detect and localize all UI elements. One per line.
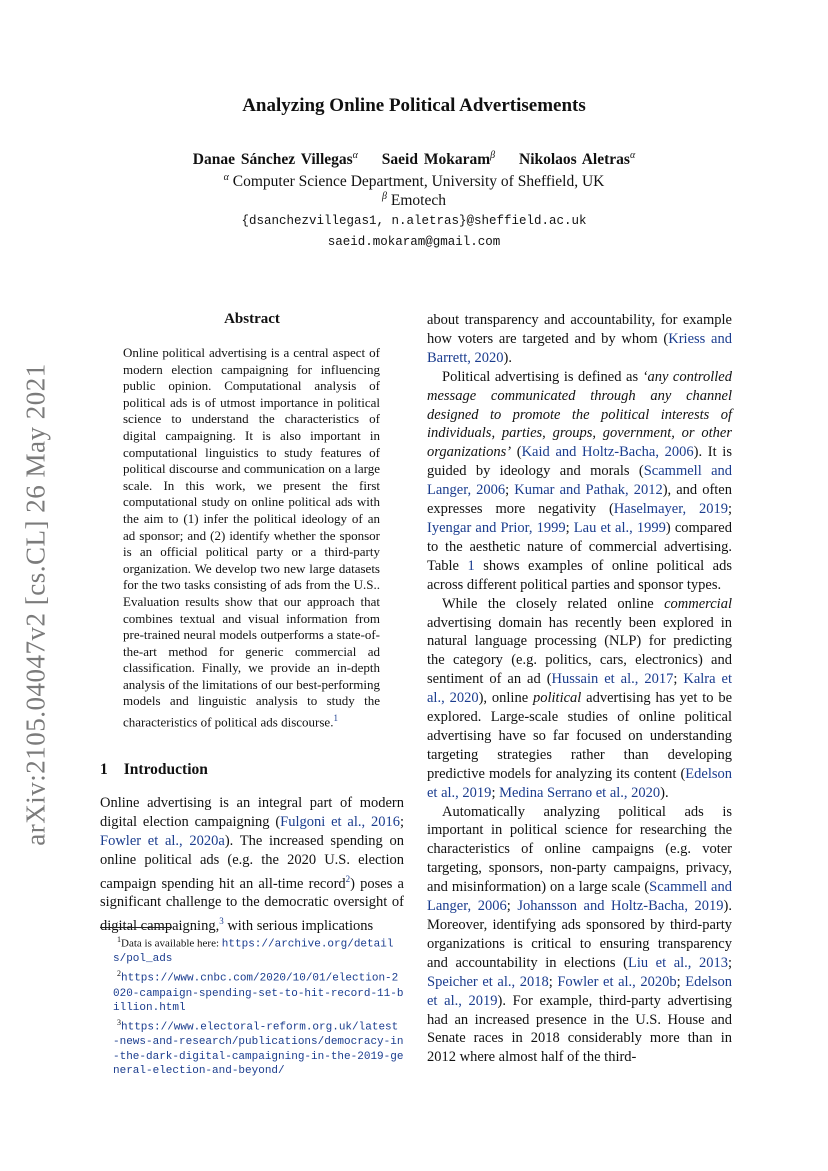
abstract-heading: Abstract bbox=[224, 311, 280, 327]
section-title: Introduction bbox=[123, 761, 208, 778]
intro-paragraph: Online advertising is an integral part of modern digital election campaigning (Fulgoni et al., 2016; Fowler et al., 2020a). The increased spending on online political ads (e.g. the 2020 U.S. election campaign spending hit an all-time record$^2$) poses a significant challenge to the democratic oversight of digital campaigning,$^3$ with serious implications bbox=[100, 795, 404, 935]
citation-link[interactable]: Scammell and Langer, 2006 bbox=[427, 463, 733, 499]
footnote-mark: 3 bbox=[117, 1018, 121, 1028]
paragraph: While the closely related online commercial advertising domain has recently been explored in natural language processing (NLP) for predicting the category (e.g. politics, cars, electronics) and sentiment of an ad (Hussain et al., 2017; Kalra et al., 2020), online political advertising has yet to be explored. Large-scale studies of online political advertising have so far focused on understanding targeting strategies rather than developing predictive models for analyzing its content (Edelson et al., 2019; Medina Serrano et al., 2020). bbox=[427, 595, 733, 801]
footnote-mark: 1 bbox=[117, 935, 121, 944]
affiliation-mark: α bbox=[352, 150, 358, 161]
affiliation-mark: α bbox=[629, 150, 636, 161]
footnote-mark: 2 bbox=[117, 969, 121, 979]
footnote-2 bbox=[100, 967, 404, 1015]
citation-link[interactable]: Medina Serrano et al., 2020 bbox=[499, 784, 661, 801]
citation-link[interactable]: Kriess and Barrett, 2020 bbox=[427, 330, 732, 366]
right-column bbox=[427, 311, 732, 1067]
citation-link[interactable]: Hussain et al., 2017 bbox=[551, 671, 674, 688]
author-2 bbox=[382, 151, 495, 168]
footnotes bbox=[100, 933, 404, 1080]
paper-title: Analyzing Online Political Advertisements bbox=[242, 95, 586, 116]
citation-link[interactable]: Kalra et al., 2020 bbox=[427, 671, 732, 707]
arxiv-identifier bbox=[16, 352, 56, 857]
abstract-text: Online political advertising is a central aspect of modern election campaigning for influencing public opinion. Computational analysis of political ads is of utmost importance in political science to understand the characteristics of digital campaigning. It is also important in computational linguistics to study features of political discourse and communication on a large scale. In this work, we present the first computational study on online political ads with the aim to (1) infer the political ideology of an ad sponsor; and (2) identify whether the sponsor is an official political party or a third-party organization. We develop two new large datasets for the two tasks consisting of ads from the U.S.. Evaluation results show that our approach that combines textual and visual information from pre-trained neural models outperforms a state-of-the-art method for generic commercial ad classification. Finally, we provide an in-depth analysis of the limitations of our best-performing models and linguistic analysis to study the characteristics of political ads discourse. bbox=[123, 345, 380, 730]
affiliation-mark: β bbox=[490, 150, 496, 161]
citation-link[interactable]: Fulgoni et al., 2016 bbox=[280, 813, 400, 830]
author-name: Saeid Mokaram bbox=[381, 151, 491, 169]
affiliation-2 bbox=[0, 191, 828, 210]
affiliation-mark: α bbox=[223, 172, 229, 183]
footnote-ref[interactable]: 1 bbox=[333, 713, 338, 724]
paragraph: Automatically analyzing political ads is important in political science for researching the characteristics of online campaigns (e.g. voter targeting, sponsors, non-party campaigns, privacy, and misinformation) on a large scale (Scammell and Langer, 2006; Johansson and Holtz-Bacha, 2019). Moreover, identifying ads sponsored by third-party organizations is critical to ensuring transparency and accountability in elections (Liu et al., 2013; Speicher et al., 2018; Fowler et al., 2020b; Edelson et al., 2019). For example, third-party advertising had an increased presence in the U.S. House and Senate races in 2018 considerably more than in 2012 where almost half of the third- bbox=[427, 803, 733, 1066]
table-ref-link[interactable]: 1 bbox=[467, 557, 475, 574]
affiliation-text: Emotech bbox=[387, 192, 446, 210]
citation-link[interactable]: Liu et al., 2013 bbox=[627, 954, 728, 971]
abstract-body bbox=[123, 345, 380, 731]
affiliation-text: Computer Science Department, University of Sheffield, UK bbox=[228, 173, 605, 191]
footnote-3 bbox=[100, 1016, 404, 1078]
citation-link[interactable]: Iyengar and Prior, 1999 bbox=[427, 519, 566, 536]
arxiv-identifier-text: arXiv:2105.04047v2 [cs.CL] 26 May 2021 bbox=[20, 363, 51, 846]
section-heading bbox=[100, 761, 208, 779]
citation-link[interactable]: Kaid and Holtz-Bacha, 2006 bbox=[521, 444, 694, 461]
citation-link[interactable]: Edelson et al., 2019 bbox=[427, 973, 733, 1009]
paragraph: about transparency and accountability, for example how voters are targeted and by whom (Kriess and Barrett, 2020). bbox=[427, 312, 732, 366]
citation-link[interactable]: Johansson and Holtz-Bacha, 2019 bbox=[517, 898, 724, 915]
footnote-url[interactable]: https://archive.org/details/pol_ads bbox=[113, 938, 394, 966]
footnote-ref[interactable]: 3 bbox=[219, 916, 224, 927]
affiliation-mark: β bbox=[382, 191, 387, 202]
footnote-url[interactable]: https://www.electoral-reform.org.uk/latest-news-and-research/publications/democracy-in-the-dark-digital-campaigning-in-the-2019-general-election-and-beyond/ bbox=[113, 1022, 404, 1078]
affiliation-1 bbox=[0, 172, 828, 191]
citation-link[interactable]: Fowler et al., 2020a bbox=[100, 832, 225, 849]
email-line-2[interactable]: saeid.mokaram@gmail.com bbox=[327, 235, 501, 249]
author-3 bbox=[519, 151, 635, 168]
citation-link[interactable]: Speicher et al., 2018 bbox=[427, 973, 549, 990]
citation-link[interactable]: Kumar and Pathak, 2012 bbox=[514, 482, 663, 499]
footnote-1 bbox=[100, 933, 404, 966]
footnote-url[interactable]: https://www.cnbc.com/2020/10/01/election-2020-campaign-spending-set-to-hit-record-11-billion.html bbox=[113, 973, 404, 1014]
citation-link[interactable]: Haselmayer, 2019 bbox=[613, 501, 728, 518]
author-list bbox=[0, 150, 828, 169]
citation-link[interactable]: Scammell and Langer, 2006 bbox=[427, 879, 732, 915]
section-number: 1 bbox=[100, 761, 108, 778]
paragraph: Political advertising is defined as ‘any controlled message communicated through any channel designed to promote the political interests of individuals, parties, groups, government, or other organizations’ (Kaid and Holtz-Bacha, 2006). It is guided by ideology and morals (Scammell and Langer, 2006; Kumar and Pathak, 2012), and often expresses more negativity (Haselmayer, 2019; Iyengar and Prior, 1999; Lau et al., 1999) compared to the aesthetic nature of commercial advertising. Table 1 shows examples of online political ads across different political parties and sponsor types. bbox=[427, 368, 733, 593]
email-line-1[interactable]: {dsanchezvillegas1, n.aletras}@sheffield.ac.uk bbox=[241, 214, 587, 228]
footnote-ref[interactable]: 2 bbox=[345, 873, 351, 884]
author-name: Nikolaos Aletras bbox=[519, 151, 630, 169]
citation-link[interactable]: Edelson et al., 2019 bbox=[427, 765, 732, 801]
footnote-divider bbox=[100, 927, 172, 928]
author-name: Danae Sánchez Villegas bbox=[192, 151, 353, 169]
citation-link[interactable]: Fowler et al., 2020b bbox=[557, 973, 677, 990]
author-1 bbox=[193, 151, 358, 168]
citation-link[interactable]: Lau et al., 1999 bbox=[573, 519, 666, 536]
footnote-text: Data is available here: bbox=[121, 937, 222, 950]
